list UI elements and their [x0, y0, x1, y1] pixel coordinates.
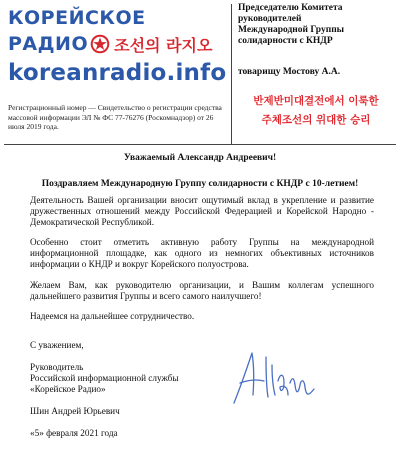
addressee-line: Международной Группы	[238, 25, 345, 35]
slogan-line: 주체조선의 위대한 승리	[261, 114, 371, 126]
body-paragraph: Желаем Вам, как руководителю организации, и Вашим коллегам успешного дальнейшего развития Группы и всего самого наилучшего!	[30, 280, 374, 301]
header-horizontal-divider	[4, 144, 396, 145]
signatory-title	[30, 362, 179, 395]
logo-radio-text: РАДИО	[8, 33, 89, 55]
body-paragraph: Деятельность Вашей организации вносит ощутимый вклад в укрепление и развитие дружественных отношений между Российской Федерацией и Корейской Народно - Демократической Республикой.	[30, 195, 374, 227]
letter-date: «5» февраля 2021 года	[30, 428, 118, 438]
logo-row	[8, 31, 228, 57]
signatory-line: «Корейское Радио»	[30, 384, 106, 394]
addressee-name: товарищу Мостову А.А.	[238, 67, 341, 77]
red-star-icon	[90, 34, 110, 54]
logo-title: КОРЕЙСКОЕ	[8, 7, 146, 29]
signatory-line: Российской информационной службы	[30, 373, 179, 383]
logo-korean-text: 조선의 라지오	[114, 35, 213, 55]
logo-domain: koreanradio.info	[8, 60, 227, 86]
addressee-line: Председателю Комитета	[238, 3, 343, 13]
congratulation-heading: Поздравляем Международную Группу солидарности с КНДР с 10-летием!	[41, 179, 359, 189]
signatory-line: Руководитель	[30, 362, 84, 372]
addressee-line: солидарности с КНДР	[238, 36, 333, 46]
body-paragraph: Особенно стоит отметить активную работу Группы на международной информационной площадке, как одного из немногих объективных источников информации о КНДР и вокруг Корейского полуострова.	[30, 237, 374, 269]
registration-text: Регистрационный номер — Свидетельство о регистрации средства массовой информации ЭЛ № ФС 77-76276 (Роскомнадзор) от 26 июля 2019 года.	[8, 103, 222, 131]
handwritten-signature	[228, 343, 318, 413]
body-paragraph: Надеемся на дальнейшее сотрудничество.	[30, 311, 195, 321]
closing: С уважением,	[30, 340, 84, 350]
slogan-line: 반제반미대결전에서 이룩한	[253, 95, 379, 107]
addressee-block	[238, 3, 396, 47]
addressee-line: руководителей	[238, 14, 302, 24]
greeting: Уважаемый Александр Андреевич!	[123, 153, 277, 163]
signer-name: Шин Андрей Юрьевич	[30, 406, 120, 416]
header-vertical-divider	[231, 4, 232, 144]
korean-slogan	[236, 92, 396, 130]
